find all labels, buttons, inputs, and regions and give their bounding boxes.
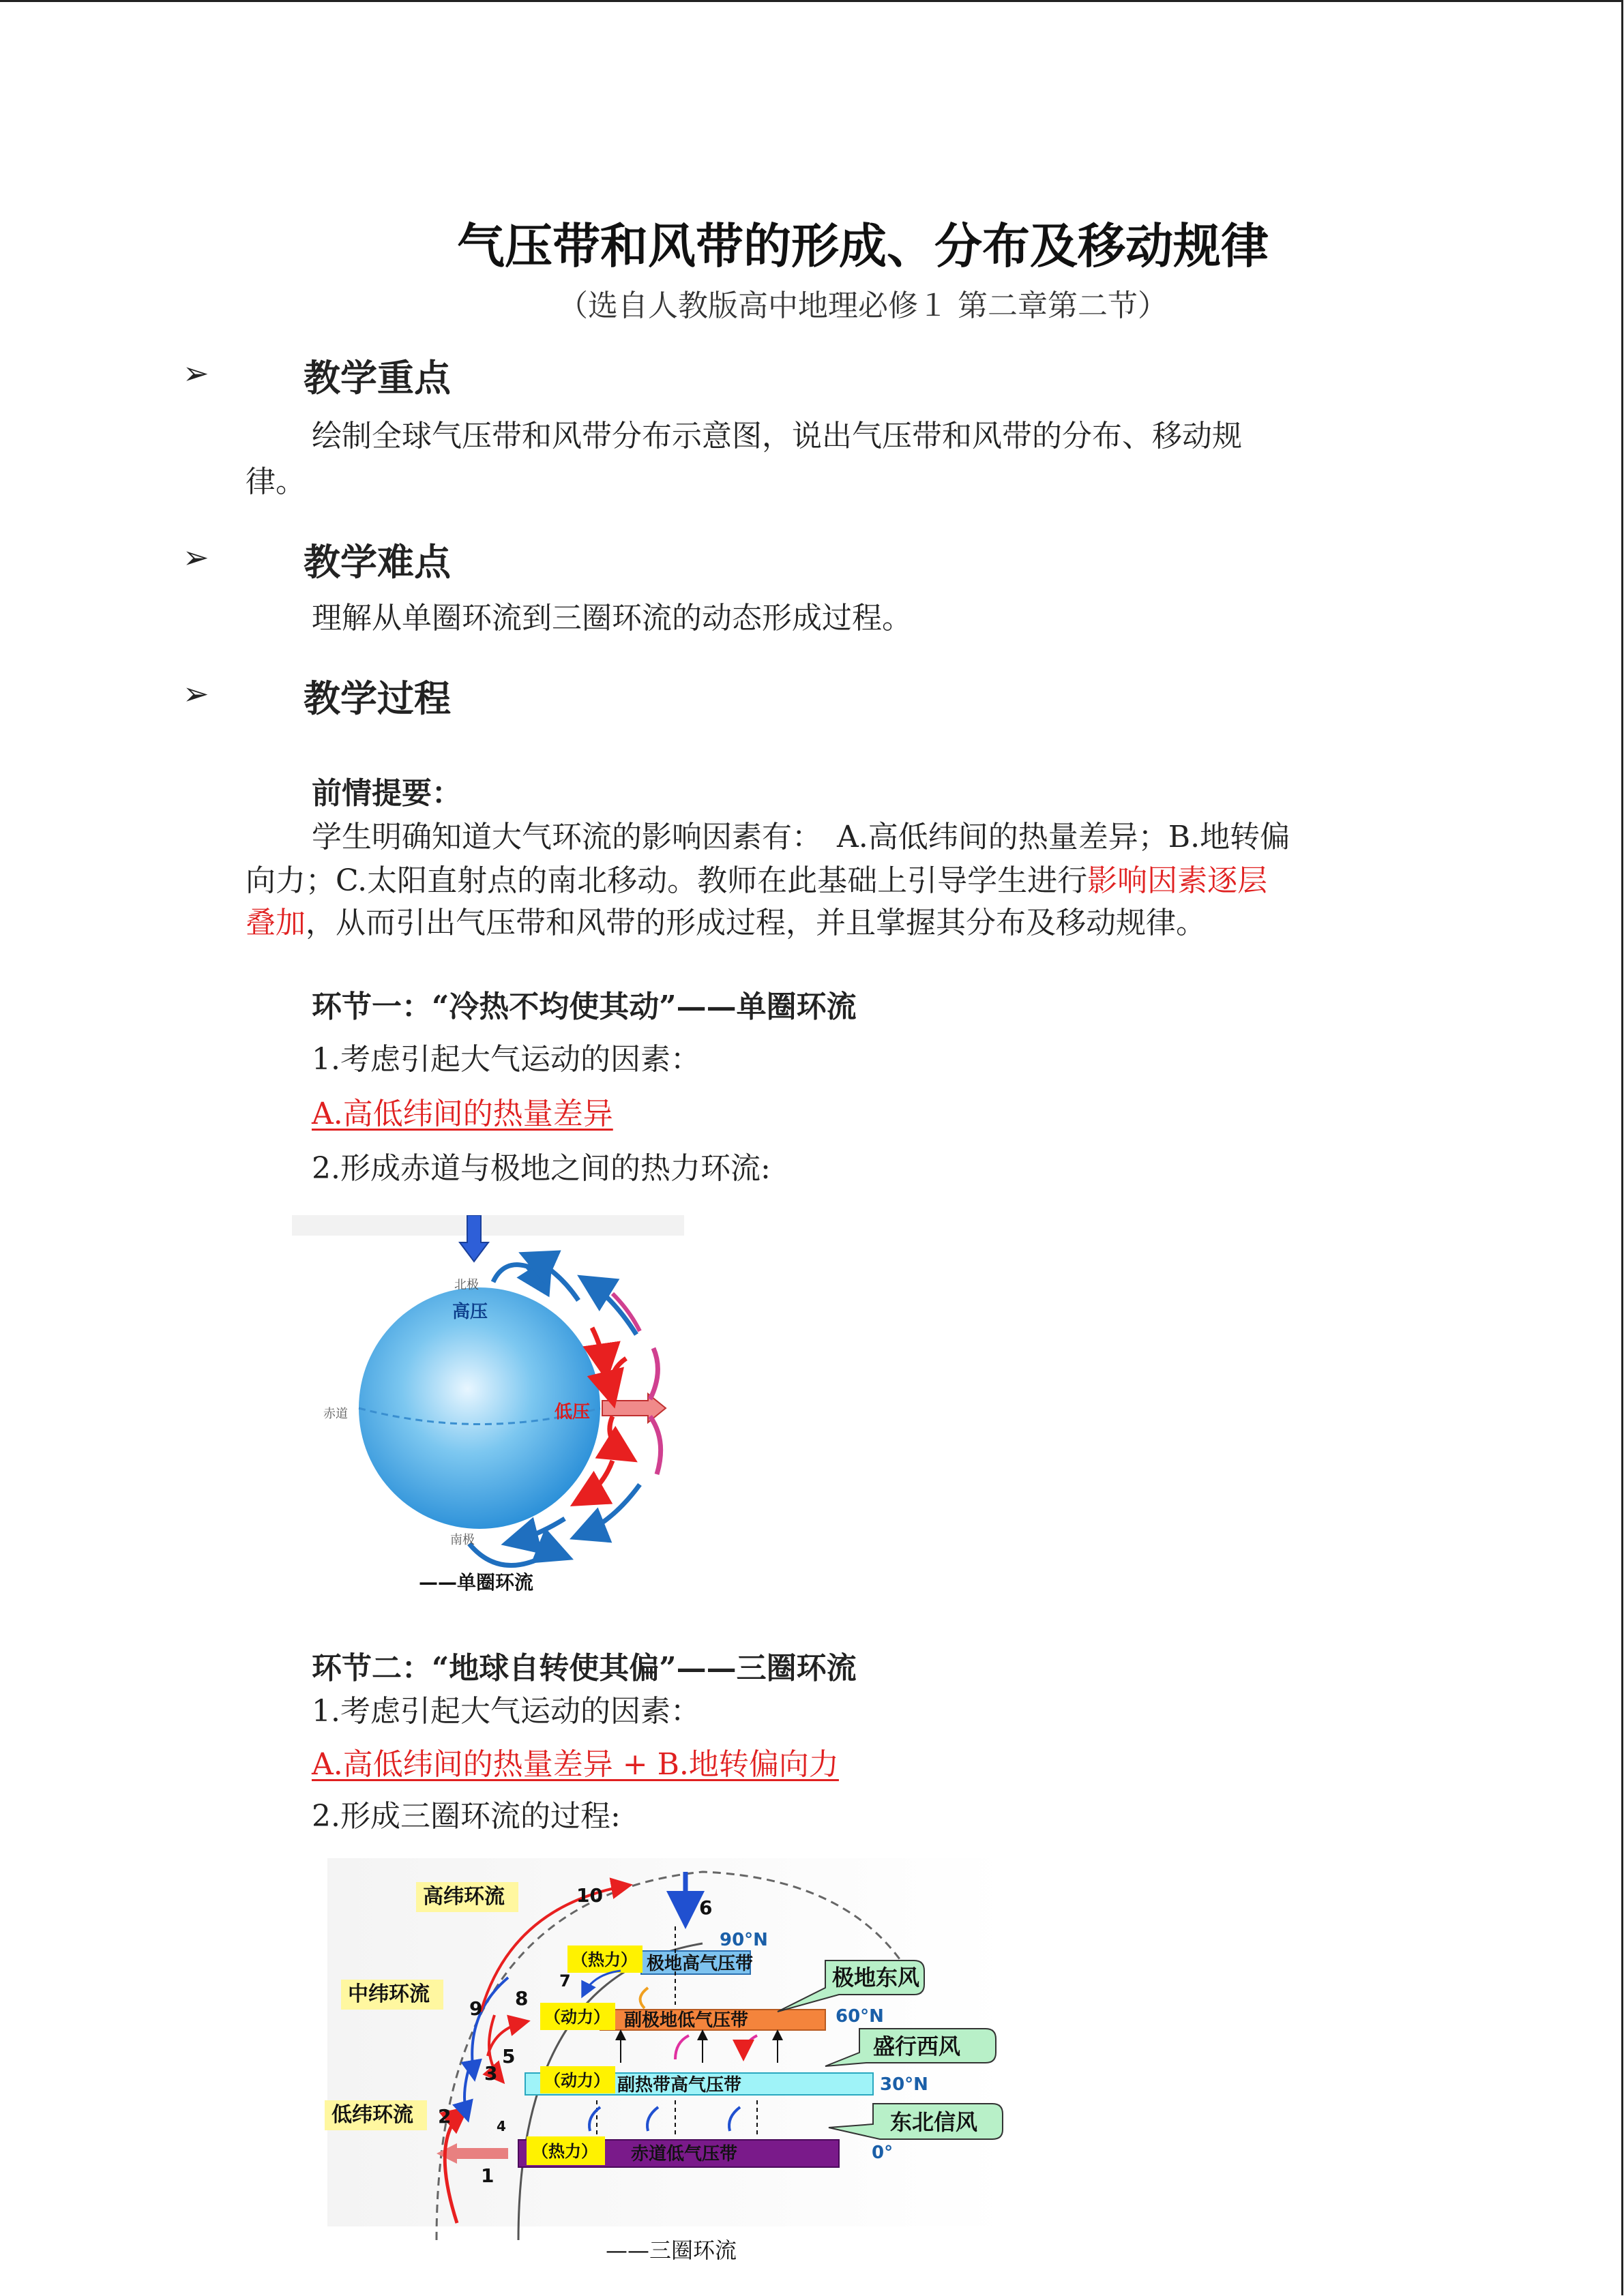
rising-arrow-icon — [611, 1358, 627, 1399]
upper-flow-arrow-icon — [650, 1348, 658, 1399]
latitude-label: 0° — [872, 2143, 894, 2163]
belt-tag-text: （动力） — [544, 2071, 610, 2090]
figure-top-band — [292, 1215, 684, 1236]
belt-name: 赤道低气压带 — [631, 2144, 738, 2164]
intro-line2-highlight: 影响因素逐层 — [1087, 863, 1268, 898]
key-points-text-line2: 律。 — [246, 464, 306, 499]
latitude-label: 60°N — [836, 2006, 884, 2027]
descending-arrow-icon — [592, 1328, 606, 1372]
mid-lat-cell-label: 中纬环流 — [348, 1982, 430, 2006]
belt-tag-text: （动力） — [544, 2008, 610, 2027]
equator-label: 赤道 — [323, 1407, 348, 1421]
three-cell-diagram — [321, 1858, 1023, 2267]
intro-line3-text: ，从而引出气压带和风带的形成过程，并且掌握其分布及移动规律。 — [306, 906, 1206, 940]
part1-step2: 2.形成赤道与极地之间的热力环流: — [312, 1151, 771, 1186]
part2-title: 环节二：“地球自转使其偏”——三圈环流 — [312, 1651, 857, 1686]
step-number: 6 — [699, 1896, 713, 1919]
part2-factor: A.高低纬间的热量差异 + B.地转偏向力 — [312, 1747, 839, 1782]
belt-name: 副热带高气压带 — [617, 2075, 742, 2096]
section-heading-difficulties: 教学难点 — [304, 540, 451, 584]
key-points-text-line1: 绘制全球气压带和风带分布示意图，说出气压带和风带的分布、移动规 — [312, 419, 1242, 453]
intro-line3-highlight: 叠加 — [246, 906, 306, 940]
document-subtitle: （选自人教版高中地理必修１ 第二章第二节） — [558, 288, 1168, 323]
lower-flow-arrow-icon — [469, 1544, 565, 1566]
polar-easterlies-label: 极地东风 — [832, 1965, 920, 1991]
section-heading-process: 教学过程 — [304, 676, 451, 720]
high-pressure-label: 高压 — [452, 1302, 488, 1322]
step-number: 7 — [559, 1971, 571, 1991]
belt-name: 极地高气压带 — [647, 1954, 754, 1974]
intro-label: 前情提要： — [312, 776, 462, 811]
section-heading-key-points: 教学重点 — [304, 356, 451, 400]
step-number: 4 — [497, 2118, 506, 2134]
step-number: 5 — [502, 2045, 516, 2068]
latitude-label: 30°N — [880, 2074, 928, 2095]
bullet-icon: ➢ — [183, 675, 209, 712]
north-pole-label: 北极 — [454, 1278, 479, 1292]
single-cell-diagram — [292, 1215, 684, 1600]
latitude-label: 90°N — [720, 1930, 768, 1950]
belt-name: 副极地低气压带 — [624, 2010, 749, 2031]
belt-tag-text: （热力） — [572, 1950, 637, 1969]
ne-trades-label: 东北信风 — [890, 2109, 978, 2135]
south-pole-label: 南极 — [450, 1533, 475, 1547]
part1-title: 环节一：“冷热不均使其动”——单圈环流 — [312, 989, 857, 1024]
step-number: 2 — [438, 2105, 452, 2128]
document-title: 气压带和风带的形成、分布及移动规律 — [457, 218, 1269, 274]
upper-flow-arrow-icon — [585, 1280, 636, 1335]
step-number: 1 — [481, 2164, 494, 2187]
upper-flow-arrow-icon — [527, 1256, 578, 1300]
bullet-icon: ➢ — [183, 539, 209, 576]
step-number: 3 — [484, 2062, 498, 2085]
high-lat-cell-label: 高纬环流 — [423, 1885, 505, 1909]
lower-flow-arrow-icon — [578, 1485, 640, 1536]
part2-step1: 1.考虑引起大气运动的因素： — [312, 1694, 700, 1729]
low-pressure-label: 低压 — [555, 1402, 591, 1422]
difficulties-text: 理解从单圈环流到三圈环流的动态形成过程。 — [312, 601, 912, 636]
upper-flow-arrow-icon — [650, 1416, 661, 1474]
low-lat-cell-label: 低纬环流 — [331, 2103, 413, 2127]
westerlies-label: 盛行西风 — [873, 2033, 961, 2059]
intro-line3 — [246, 901, 1206, 945]
descending-arrow-icon — [610, 1416, 630, 1457]
upper-flow-arrow-icon — [612, 1294, 640, 1331]
part2-step2: 2.形成三圈环流的过程: — [312, 1799, 621, 1834]
step-number: 10 — [576, 1884, 603, 1907]
belt-tag-text: （热力） — [532, 2142, 597, 2161]
part1-factor: A.高低纬间的热量差异 — [312, 1097, 613, 1131]
bullet-icon: ➢ — [183, 355, 209, 391]
step-number: 8 — [515, 1987, 529, 2010]
three-cell-caption: ——三圈环流 — [606, 2237, 737, 2263]
step-number: 9 — [469, 1997, 483, 2020]
single-cell-caption: ——单圈环流 — [419, 1571, 534, 1594]
part1-step1: 1.考虑引起大气运动的因素： — [312, 1042, 700, 1077]
upper-flow-arrow-icon — [493, 1263, 548, 1282]
intro-line2-text: 向力；C.太阳直射点的南北移动。教师在此基础上引导学生进行 — [246, 863, 1088, 898]
intro-line2 — [246, 859, 1267, 903]
intro-line1: 学生明确知道大气环流的影响因素有： A.高低纬间的热量差异；B.地转偏 — [312, 820, 1290, 854]
